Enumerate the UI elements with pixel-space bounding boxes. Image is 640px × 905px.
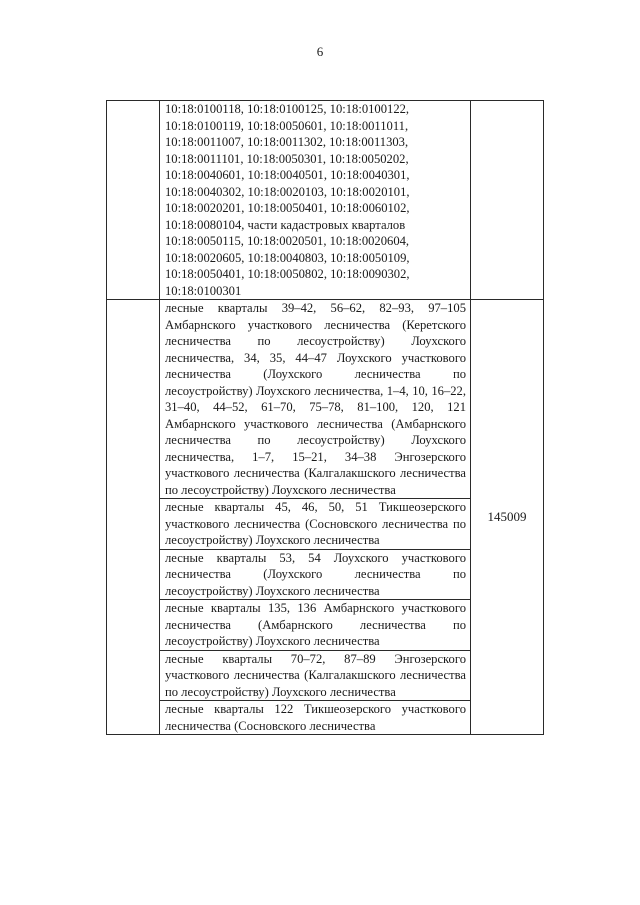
cadastral-list — [160, 101, 470, 299]
cadastral-line: 10:18:0050401, 10:18:0050802, 10:18:0090302, — [165, 267, 410, 281]
table-cell-code — [471, 300, 544, 735]
cadastral-line: 10:18:0020201, 10:18:0050401, 10:18:0060102, — [165, 201, 410, 215]
page-number: 6 — [316, 44, 324, 59]
table-row-cadastral — [107, 101, 544, 300]
table-row — [107, 300, 544, 499]
table-cell-description — [160, 650, 471, 701]
table-cell-description — [160, 701, 471, 735]
table-cell-number — [107, 101, 160, 300]
cadastral-line: 10:18:0100118, 10:18:0100125, 10:18:0100122, — [165, 102, 410, 116]
document-table — [106, 100, 544, 735]
row-text: лесные кварталы 122 Тикшеозерского участкового лесничества (Сосновского лесничества — [165, 702, 466, 733]
cadastral-line: 10:18:0080104, части кадастровых кварталов — [165, 217, 406, 232]
row-text: лесные кварталы 39–42, 56–62, 82–93, 97–105 Амбарнского участкового лесничества (Керетского лесничества по лесоустройству) Лоухского лесничества, 34, 35, 44–47 Лоухского участкового лесничества (Лоухского лесничества по лесоустройству) Лоухского лесничества, 1–4, 10, 16–22, 31–40, 44–52, 61–70, 75–78, 81–100, 120, 121 Амбарнского участкового лесничества (Амбарнского лесничества по лесоустройству) Лоухского лесничества, 1–7, 15–21, 34–38 Энгозерского участкового лесничества (Калгалакшского лесничества по лесоустройству) Лоухского лесничества — [165, 301, 466, 497]
cadastral-line: 10:18:0100301 — [165, 283, 242, 298]
cadastral-line: 10:18:0020605, 10:18:0040803, 10:18:0050109, — [165, 250, 410, 265]
row-text: лесные кварталы 45, 46, 50, 51 Тикшеозерского участкового лесничества (Сосновского лесничества по лесоустройству) Лоухского лесничества — [165, 500, 466, 547]
table-cell-code-empty — [471, 101, 544, 300]
cadastral-line: 10:18:0040601, 10:18:0040501, 10:18:0040301, — [165, 168, 410, 182]
cadastral-line: 10:18:0011101, 10:18:0050301, 10:18:0050202, — [165, 151, 409, 166]
cadastral-line: 10:18:0050115, 10:18:0020501, 10:18:0020604, — [165, 234, 410, 248]
cadastral-line: 10:18:0011007, 10:18:0011302, 10:18:0011303, — [165, 135, 409, 149]
table-cell-description — [160, 600, 471, 651]
row-text: лесные кварталы 135, 136 Амбарнского участкового лесничества (Амбарнского лесничества по лесоустройству) Лоухского лесничества — [165, 601, 466, 648]
cadastral-line: 10:18:0040302, 10:18:0020103, 10:18:0020101, — [165, 184, 410, 199]
cadastral-line: 10:18:0100119, 10:18:0050601, 10:18:0011011, — [165, 118, 409, 133]
table-cell-description — [160, 499, 471, 550]
row-text: лесные кварталы 53, 54 Лоухского участкового лесничества (Лоухского лесничества по лесоустройству) Лоухского лесничества — [165, 550, 466, 598]
table-cell-description — [160, 549, 471, 600]
row-text: лесные кварталы 70–72, 87–89 Энгозерского участкового лесничества (Калгалакшского лесничества по лесоустройству) Лоухского лесничества — [165, 651, 466, 699]
table-cell-description — [160, 300, 471, 499]
group-code: 145009 — [487, 509, 527, 524]
table-cell-cadastral — [160, 101, 471, 300]
table-cell-number — [107, 300, 160, 735]
